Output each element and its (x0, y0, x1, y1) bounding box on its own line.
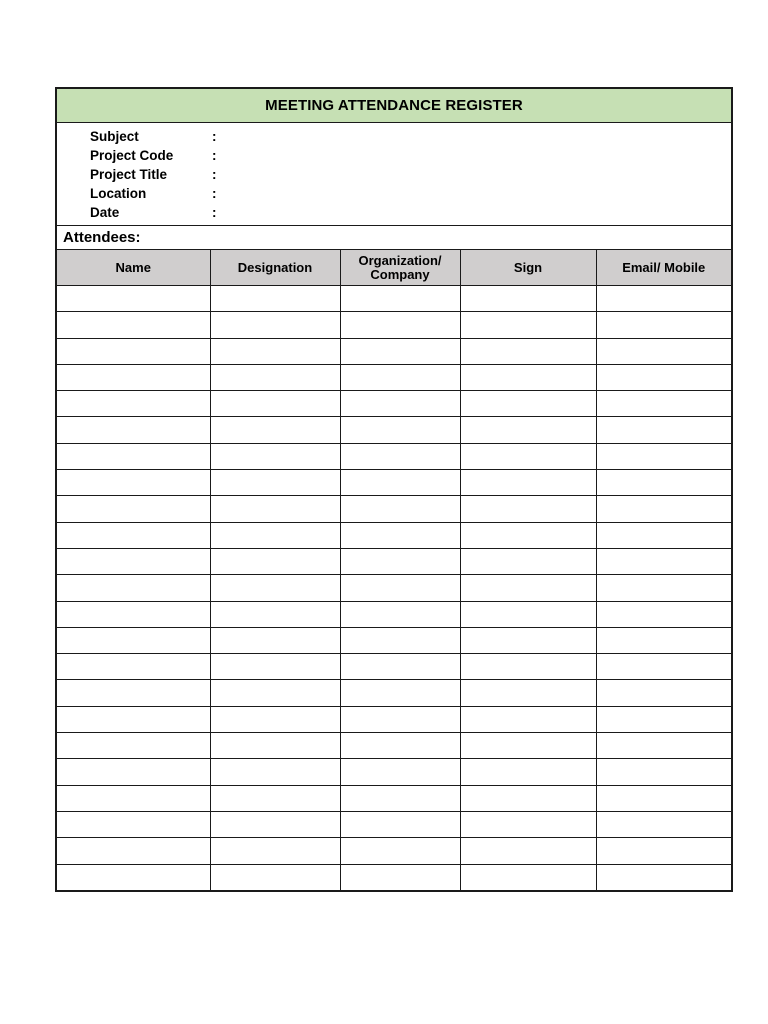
table-row (57, 548, 731, 574)
attendees-heading: Attendees: (57, 226, 731, 250)
cell-name[interactable] (57, 759, 210, 785)
subject-colon: : (212, 129, 217, 144)
cell-organization[interactable] (340, 654, 460, 680)
project-code-colon: : (212, 148, 217, 163)
cell-name[interactable] (57, 680, 210, 706)
cell-designation[interactable] (210, 338, 340, 364)
cell-designation[interactable] (210, 443, 340, 469)
cell-designation[interactable] (210, 286, 340, 312)
cell-designation[interactable] (210, 627, 340, 653)
table-row (57, 575, 731, 601)
info-row-project-title (57, 165, 731, 184)
cell-email-mobile[interactable] (596, 627, 731, 653)
cell-name[interactable] (57, 364, 210, 390)
cell-organization[interactable] (340, 680, 460, 706)
cell-email-mobile[interactable] (596, 654, 731, 680)
cell-email-mobile[interactable] (596, 706, 731, 732)
cell-designation[interactable] (210, 785, 340, 811)
cell-sign[interactable] (460, 733, 596, 759)
cell-email-mobile[interactable] (596, 680, 731, 706)
cell-sign[interactable] (460, 391, 596, 417)
cell-organization[interactable] (340, 811, 460, 837)
project-title-label: Project Title (90, 167, 168, 182)
cell-email-mobile[interactable] (596, 443, 731, 469)
cell-designation[interactable] (210, 680, 340, 706)
cell-email-mobile[interactable] (596, 391, 731, 417)
cell-sign[interactable] (460, 627, 596, 653)
project-code-label: Project Code (90, 148, 174, 163)
cell-sign[interactable] (460, 286, 596, 312)
cell-email-mobile[interactable] (596, 864, 731, 890)
cell-sign[interactable] (460, 575, 596, 601)
column-header-organization: Organization/ Company (340, 250, 460, 286)
cell-organization[interactable] (340, 627, 460, 653)
cell-name[interactable] (57, 864, 210, 890)
cell-email-mobile[interactable] (596, 759, 731, 785)
table-row (57, 286, 731, 312)
table-row (57, 338, 731, 364)
cell-organization[interactable] (340, 864, 460, 890)
cell-email-mobile[interactable] (596, 338, 731, 364)
table-row (57, 759, 731, 785)
cell-designation[interactable] (210, 601, 340, 627)
cell-email-mobile[interactable] (596, 496, 731, 522)
table-row (57, 680, 731, 706)
cell-organization[interactable] (340, 470, 460, 496)
cell-organization[interactable] (340, 706, 460, 732)
cell-organization[interactable] (340, 838, 460, 864)
cell-sign[interactable] (460, 838, 596, 864)
cell-organization[interactable] (340, 286, 460, 312)
register-title: MEETING ATTENDANCE REGISTER (57, 89, 731, 123)
cell-organization[interactable] (340, 522, 460, 548)
cell-organization[interactable] (340, 548, 460, 574)
column-header-name: Name (57, 250, 210, 286)
cell-sign[interactable] (460, 522, 596, 548)
table-row (57, 364, 731, 390)
cell-organization[interactable] (340, 443, 460, 469)
cell-email-mobile[interactable] (596, 811, 731, 837)
cell-name[interactable] (57, 391, 210, 417)
attendees-table (57, 250, 731, 890)
table-row (57, 443, 731, 469)
cell-designation[interactable] (210, 864, 340, 890)
info-row-date (57, 203, 731, 222)
cell-designation[interactable] (210, 391, 340, 417)
cell-name[interactable] (57, 811, 210, 837)
table-row (57, 733, 731, 759)
attendance-register (55, 87, 733, 892)
cell-organization[interactable] (340, 496, 460, 522)
cell-sign[interactable] (460, 706, 596, 732)
cell-name[interactable] (57, 733, 210, 759)
cell-name[interactable] (57, 470, 210, 496)
column-header-sign: Sign (460, 250, 596, 286)
cell-organization[interactable] (340, 391, 460, 417)
cell-designation[interactable] (210, 759, 340, 785)
cell-name[interactable] (57, 601, 210, 627)
cell-organization[interactable] (340, 338, 460, 364)
cell-designation[interactable] (210, 733, 340, 759)
cell-name[interactable] (57, 627, 210, 653)
cell-email-mobile[interactable] (596, 838, 731, 864)
cell-sign[interactable] (460, 417, 596, 443)
cell-email-mobile[interactable] (596, 364, 731, 390)
cell-email-mobile[interactable] (596, 470, 731, 496)
cell-email-mobile[interactable] (596, 312, 731, 338)
cell-name[interactable] (57, 522, 210, 548)
cell-organization[interactable] (340, 601, 460, 627)
cell-sign[interactable] (460, 470, 596, 496)
cell-designation[interactable] (210, 575, 340, 601)
date-label: Date (90, 205, 120, 220)
cell-designation[interactable] (210, 470, 340, 496)
cell-email-mobile[interactable] (596, 286, 731, 312)
date-colon: : (212, 205, 217, 220)
cell-organization[interactable] (340, 759, 460, 785)
cell-sign[interactable] (460, 811, 596, 837)
cell-sign[interactable] (460, 654, 596, 680)
cell-email-mobile[interactable] (596, 548, 731, 574)
column-header-email-mobile: Email/ Mobile (596, 250, 731, 286)
cell-organization[interactable] (340, 575, 460, 601)
cell-email-mobile[interactable] (596, 601, 731, 627)
cell-sign[interactable] (460, 443, 596, 469)
cell-designation[interactable] (210, 706, 340, 732)
cell-sign[interactable] (460, 548, 596, 574)
info-row-location (57, 184, 731, 203)
attendee-rows (57, 286, 731, 890)
cell-email-mobile[interactable] (596, 575, 731, 601)
subject-label: Subject (90, 129, 139, 144)
cell-designation[interactable] (210, 838, 340, 864)
cell-name[interactable] (57, 286, 210, 312)
table-row (57, 391, 731, 417)
table-row (57, 470, 731, 496)
cell-name[interactable] (57, 706, 210, 732)
cell-organization[interactable] (340, 364, 460, 390)
cell-sign[interactable] (460, 759, 596, 785)
cell-designation[interactable] (210, 364, 340, 390)
cell-designation[interactable] (210, 548, 340, 574)
cell-designation[interactable] (210, 811, 340, 837)
info-row-subject (57, 127, 731, 146)
table-row (57, 496, 731, 522)
table-row (57, 627, 731, 653)
cell-designation[interactable] (210, 654, 340, 680)
cell-organization[interactable] (340, 312, 460, 338)
cell-sign[interactable] (460, 338, 596, 364)
cell-organization[interactable] (340, 733, 460, 759)
cell-sign[interactable] (460, 312, 596, 338)
cell-name[interactable] (57, 654, 210, 680)
table-row (57, 601, 731, 627)
cell-name[interactable] (57, 575, 210, 601)
info-row-project-code (57, 146, 731, 165)
column-header-designation: Designation (210, 250, 340, 286)
cell-designation[interactable] (210, 496, 340, 522)
cell-name[interactable] (57, 417, 210, 443)
cell-organization[interactable] (340, 417, 460, 443)
table-row (57, 864, 731, 890)
cell-name[interactable] (57, 496, 210, 522)
cell-sign[interactable] (460, 601, 596, 627)
cell-sign[interactable] (460, 864, 596, 890)
cell-sign[interactable] (460, 364, 596, 390)
table-header-row (57, 250, 731, 286)
cell-sign[interactable] (460, 785, 596, 811)
cell-designation[interactable] (210, 522, 340, 548)
table-row (57, 654, 731, 680)
table-row (57, 312, 731, 338)
cell-name[interactable] (57, 312, 210, 338)
cell-name[interactable] (57, 785, 210, 811)
table-row (57, 706, 731, 732)
project-title-colon: : (212, 167, 217, 182)
table-row (57, 417, 731, 443)
cell-name[interactable] (57, 548, 210, 574)
table-row (57, 811, 731, 837)
cell-email-mobile[interactable] (596, 417, 731, 443)
table-row (57, 785, 731, 811)
cell-designation[interactable] (210, 312, 340, 338)
cell-sign[interactable] (460, 680, 596, 706)
cell-email-mobile[interactable] (596, 733, 731, 759)
cell-name[interactable] (57, 443, 210, 469)
location-label: Location (90, 186, 147, 201)
cell-organization[interactable] (340, 785, 460, 811)
table-row (57, 522, 731, 548)
cell-designation[interactable] (210, 417, 340, 443)
location-colon: : (212, 186, 217, 201)
table-row (57, 838, 731, 864)
meeting-info-block (57, 123, 731, 226)
cell-sign[interactable] (460, 496, 596, 522)
cell-email-mobile[interactable] (596, 522, 731, 548)
cell-email-mobile[interactable] (596, 785, 731, 811)
cell-name[interactable] (57, 838, 210, 864)
cell-name[interactable] (57, 338, 210, 364)
